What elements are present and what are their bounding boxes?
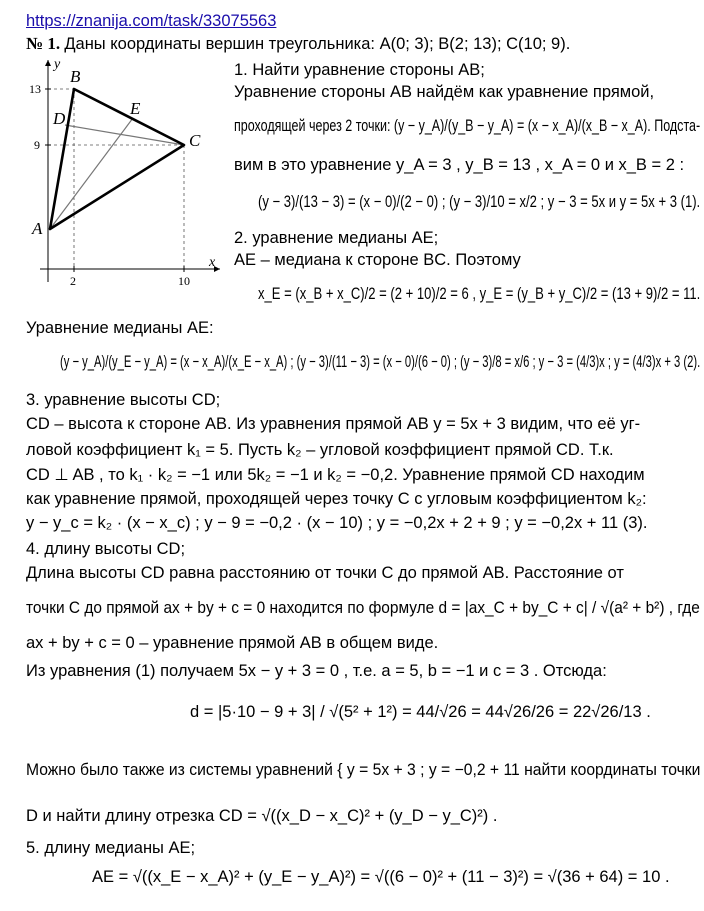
tick-x-2: 2 — [70, 274, 76, 288]
section-1-heading: 1. Найти уравнение стороны AB; — [234, 61, 485, 79]
tick-x-10: 10 — [178, 274, 190, 288]
distance-formula-line: точки C до прямой ax + by + c = 0 находится по формуле d = |ax_C + by_C + c| / √(a² + b²) , где — [26, 599, 700, 617]
section-4-text-1: Длина высоты CD равна расстоянию от точки C до прямой AB. Расстояние от — [26, 564, 624, 582]
section-2-text: AE – медиана к стороне BC. Поэтому — [234, 251, 521, 269]
tick-y-13: 13 — [29, 82, 41, 96]
equation-ae: (y − y_A)/(y_E − y_A) = (x − x_A)/(x_E − x_A) ; (y − 3)/(11 − 3) = (x − 0)/(6 − 0) ; (y − 3)/8 = x/6 ; y − 3 = (4/3)x ; y = (4/3)x + 3 (2). — [60, 353, 701, 371]
problem-text: Даны координаты вершин треугольника: A(0; 3); B(2; 13); C(10; 9). — [64, 35, 571, 53]
system-equations-line: Можно было также из системы уравнений { y = 5x + 3 ; y = −0,2 + 11 найти координаты точки — [26, 761, 701, 779]
section-1-two-point-formula: проходящей через 2 точки: (y − y_A)/(y_B − y_A) = (x − x_A)/(x_B − x_A). Подста- — [234, 117, 701, 135]
equation-ab: (y − 3)/(13 − 3) = (x − 0)/(2 − 0) ; (y − 3)/10 = x/2 ; y − 3 = 5x и y = 5x + 3 (1). — [258, 193, 701, 211]
section-1-text: Уравнение стороны AB найдём как уравнение прямой, — [234, 83, 655, 101]
point-label-e: E — [130, 99, 141, 118]
problem-statement — [26, 34, 570, 54]
problem-number: № 1. — [26, 34, 61, 53]
axis-label-y: y — [54, 57, 61, 72]
equation-cd: y − y_c = k₂ · (x − x_c) ; y − 9 = −0,2 · (x − 10) ; y = −0,2x + 2 + 9 ; y = −0,2x + 11 (3). — [26, 514, 648, 532]
tick-y-9: 9 — [34, 138, 40, 152]
midpoint-e-formula: x_E = (x_B + x_C)/2 = (2 + 10)/2 = 6 , y_E = (y_B + y_C)/2 = (13 + 9)/2 = 11. — [258, 285, 701, 303]
axis-label-x: x — [209, 255, 216, 270]
triangle-figure — [26, 54, 226, 294]
section-5-heading: 5. длину медианы AE; — [26, 839, 196, 857]
source-link[interactable]: https://znanija.com/task/33075563 — [26, 12, 277, 30]
distance-d-computation: d = |5·10 − 9 + 3| / √(5² + 1²) = 44/√26 = 44√26/26 = 22√26/13 . — [190, 703, 651, 721]
triangle-abc — [50, 89, 184, 229]
section-1-substitution: вим в это уравнение y_A = 3 , y_B = 13 , x_A = 0 и x_B = 2 : — [234, 156, 685, 174]
section-4-text-2: ax + by + c = 0 – уравнение прямой AB в общем виде. — [26, 634, 439, 652]
section-4-coefficients: Из уравнения (1) получаем 5x − y + 3 = 0 , т.е. a = 5, b = −1 и c = 3 . Отсюда: — [26, 662, 607, 680]
ae-length-formula: AE = √((x_E − x_A)² + (y_E − y_A)²) = √((6 − 0)² + (11 − 3)²) = √(36 + 64) = 10 . — [92, 868, 670, 886]
point-label-a: A — [32, 219, 43, 238]
section-3-text-4: как уравнение прямой, проходящей через точку C с угловым коэффициентом k₂: — [26, 490, 647, 508]
median-equation-label: Уравнение медианы AE: — [26, 319, 214, 337]
point-label-b: B — [70, 67, 81, 86]
point-label-d: D — [53, 109, 66, 128]
point-label-c: C — [189, 131, 201, 150]
section-4-heading: 4. длину высоты CD; — [26, 540, 186, 558]
section-2-heading: 2. уравнение медианы AE; — [234, 229, 439, 247]
section-3-heading: 3. уравнение высоты CD; — [26, 391, 221, 409]
cd-length-formula: D и найти длину отрезка CD = √((x_D − x_C)² + (y_D − y_C)²) . — [26, 807, 498, 825]
section-3-text-1: CD – высота к стороне AB. Из уравнения прямой AB y = 5x + 3 видим, что её уг- — [26, 415, 641, 433]
section-3-text-2: ловой коэффициент k₁ = 5. Пусть k₂ – угловой коэффициент прямой CD. Т.к. — [26, 441, 614, 459]
section-3-text-3: CD ⊥ AB , то k₁ · k₂ = −1 или 5k₂ = −1 и k₂ = −0,2. Уравнение прямой CD находим — [26, 466, 645, 484]
source-link-row — [26, 11, 276, 31]
